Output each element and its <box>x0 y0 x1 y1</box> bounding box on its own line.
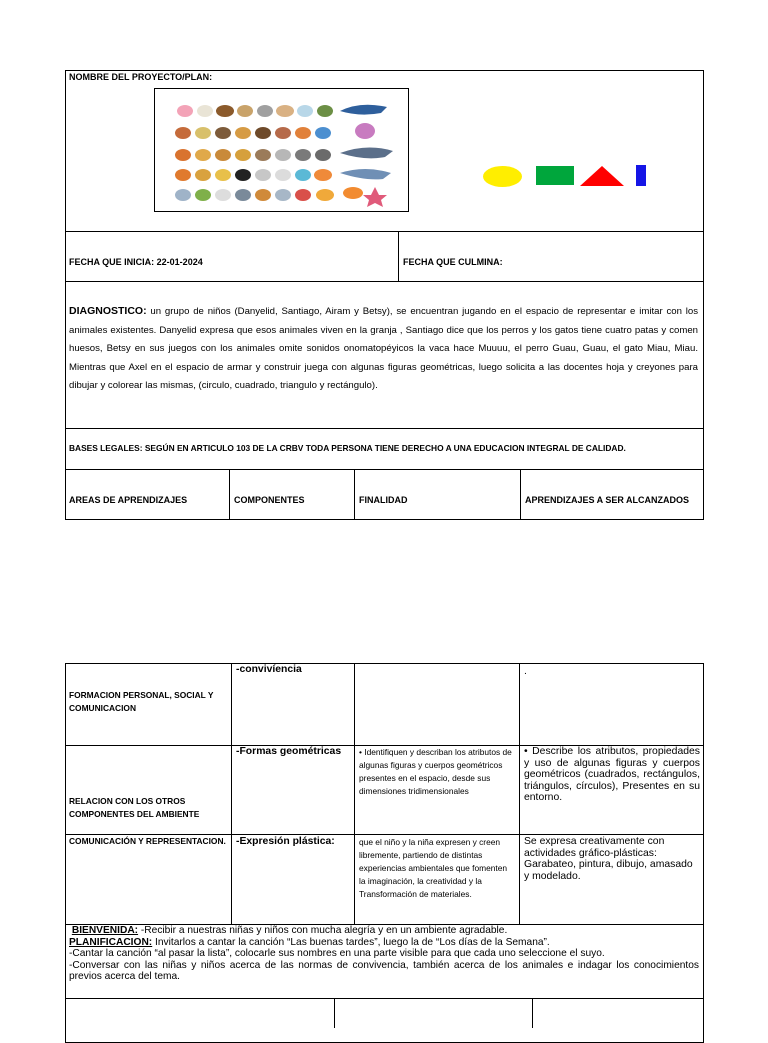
divider <box>520 469 521 520</box>
end-date-label: FECHA QUE CULMINA: <box>403 257 503 267</box>
divider <box>231 663 232 924</box>
animal-collage-image <box>154 88 409 212</box>
diagnostic-text: un grupo de niños (Danyelid, Santiago, Airam y Betsy), se encuentran jugando en el espacio de representar e imitar con los animales existentes. Danyelid expresa que esos animales viven en la granja , Santiago dice que los perros y los gatos tiene cuatro patas y comen huesos, Betsy en sus juegos con los animales omite sonidos onomatopéyicos la vaca hace Muuuu, el perro Guau, Guau, el gato Miau, Miau. Mientras que Axel en el espacio de armar y construir juega con algunas figuras geométricas, luego solicita a las docentes hoja y creyones para dibujar y colorear las mismas, (circulo, cuadrado, triangulo y rectángulo). <box>69 306 698 391</box>
bienvenida-text: -Recibir a nuestras niñas y niños con mucha alegría y en un ambiente agradable. <box>138 925 508 936</box>
diagnostic-paragraph <box>69 302 698 396</box>
area-cell: COMUNICACIÓN Y REPRESENTACION. <box>69 836 226 846</box>
area-cell: FORMACION PERSONAL, SOCIAL Y COMUNICACION <box>69 690 214 713</box>
divider <box>398 231 399 281</box>
planificacion-line <box>69 937 699 949</box>
col-header-aprendizajes: APRENDIZAJES A SER ALCANZADOS <box>525 495 690 505</box>
planificacion-label: PLANIFICACION: <box>69 936 153 948</box>
divider <box>65 428 704 429</box>
finalidad-cell: • Identifiquen y describan los atributos de algunas figuras y cuerpos geométricos presentes en el espacio, desde sus dimensiones tridimensionales <box>359 747 512 796</box>
divider <box>354 663 355 924</box>
col-header-componentes: COMPONENTES <box>234 495 305 505</box>
divider <box>354 469 355 520</box>
planificacion-line-2: -Cantar la canción “al pasar la lista”, colocarle sus nombres en una parte visible para que cada uno seleccione el suyo. <box>69 948 605 960</box>
activities-block <box>69 925 699 983</box>
legal-bases: BASES LEGALES: SEGÚN EN ARTICULO 103 DE LA CRBV TODA PERSONA TIENE DERECHO A UNA EDUCACION INTEGRAL DE CALIDAD. <box>69 443 626 453</box>
bienvenida-label: BIENVENIDA: <box>71 925 139 936</box>
divider <box>229 469 230 520</box>
planificacion-line-3: -Conversar con las niñas y niños acerca de las normas de convivencia, también acerca de los animales e indagar los conocimientos previos acerca del tema. <box>69 959 699 983</box>
aprendizaje-cell: • Describe los atributos, propiedades y uso de algunas figuras y cuerpos geométricos (cuadrados, rectángulos, triángulos, círculos), Presentes en su entorno. <box>524 746 700 803</box>
divider <box>519 663 520 924</box>
yellow-ellipse <box>483 166 522 187</box>
blue-bar <box>636 165 646 186</box>
componente-cell: -Formas geométricas <box>236 746 342 757</box>
divider <box>65 998 704 999</box>
project-name-label: NOMBRE DEL PROYECTO/PLAN: <box>69 72 213 82</box>
divider <box>65 231 704 232</box>
componente-cell: -convivíencia <box>236 664 302 675</box>
componente-cell: -Expresión plástica: <box>236 836 335 847</box>
red-triangle <box>580 166 624 186</box>
bienvenida-line <box>69 925 699 937</box>
divider <box>65 281 704 282</box>
divider <box>65 469 704 470</box>
aprendizaje-cell: Se expresa creativamente con actividades gráfico-plásticas: Garabateo, pintura, dibujo, amasado y modelado. <box>524 836 693 882</box>
diagnostic-label: DIAGNOSTICO: <box>69 305 147 317</box>
start-date-label: FECHA QUE INICIA: 22-01-2024 <box>69 257 203 267</box>
planificacion-text: Invitarlos a cantar la canción “Las buenas tardes”, luego la de “Los días de la Semana”. <box>152 936 550 948</box>
finalidad-cell: que el niño y la niña expresen y creen libremente, partiendo de distintas experiencias ambientales que fomenten la imaginación, la creatividad y la Transformación de materiales. <box>359 837 508 899</box>
green-rectangle <box>536 166 574 185</box>
col-header-areas: AREAS DE APRENDIZAJES <box>69 495 188 505</box>
animal-collage-icon <box>155 89 408 211</box>
col-header-finalidad: FINALIDAD <box>359 495 408 505</box>
area-cell: RELACION CON LOS OTROS COMPONENTES DEL AMBIENTE <box>69 796 200 819</box>
aprendizaje-cell: . <box>524 666 527 677</box>
